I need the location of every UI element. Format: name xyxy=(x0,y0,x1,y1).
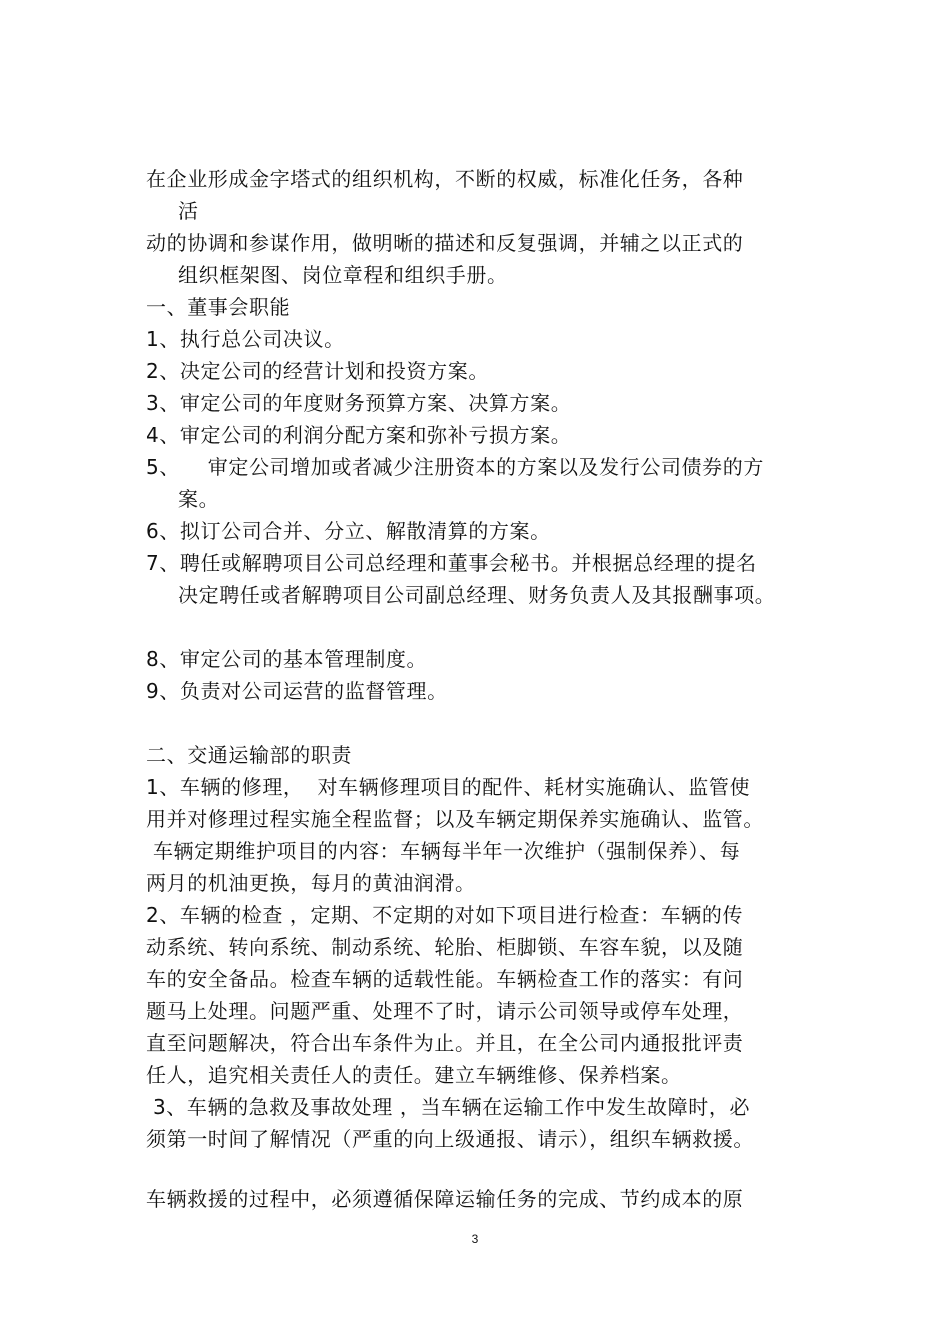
text-line: 2、车辆的检查 ，定期、不定期的对如下项目进行检查：车辆的传 xyxy=(146,903,744,927)
list-item: 9、负责对公司运营的监督管理。 xyxy=(146,679,448,703)
text-line: 车辆定期维护项目的内容：车辆每半年一次维护（强制保养）、每 xyxy=(146,839,741,863)
text-line: 车辆救援的过程中，必须遵循保障运输任务的完成、节约成本的原 xyxy=(146,1187,744,1211)
text-line: 在企业形成金字塔式的组织机构，不断的权威，标准化任务，各种 xyxy=(146,167,744,191)
text-line: 活 xyxy=(178,199,199,223)
section-heading: 二、交通运输部的职责 xyxy=(146,743,352,767)
text-line: 用并对修理过程实施全程监督；以及车辆定期保养实施确认、监管。 xyxy=(146,807,764,831)
list-item: 5、 审定公司增加或者减少注册资本的方案以及发行公司债券的方 xyxy=(146,455,764,479)
text-line: 车的安全备品。检查车辆的适载性能。车辆检查工作的落实：有问 xyxy=(146,967,744,991)
list-item: 7、聘任或解聘项目公司总经理和董事会秘书。并根据总经理的提名 xyxy=(146,551,757,575)
text-line: 3、车辆的急救及事故处理 ，当车辆在运输工作中发生故障时，必 xyxy=(146,1095,751,1119)
list-item: 2、决定公司的经营计划和投资方案。 xyxy=(146,359,489,383)
text-line: 组织框架图、岗位章程和组织手册。 xyxy=(178,263,508,287)
list-item: 1、执行总公司决议。 xyxy=(146,327,345,351)
text-line: 须第一时间了解情况（严重的向上级通报、请示），组织车辆救援。 xyxy=(146,1127,754,1151)
text-line: 1、车辆的修理， 对车辆修理项目的配件、耗材实施确认、监管使 xyxy=(146,775,751,799)
list-item: 3、审定公司的年度财务预算方案、决算方案。 xyxy=(146,391,572,415)
list-item-continuation: 案。 xyxy=(178,487,220,511)
text-line: 题马上处理。问题严重、处理不了时，请示公司领导或停车处理， xyxy=(146,999,744,1023)
text-line: 任人，追究相关责任人的责任。建立车辆维修、保养档案。 xyxy=(146,1063,682,1087)
text-line: 直至问题解决，符合出车条件为止。并且，在全公司内通报批评责 xyxy=(146,1031,744,1055)
text-line: 动系统、转向系统、制动系统、轮胎、柜脚锁、车容车貌，以及随 xyxy=(146,935,744,959)
text-line: 两月的机油更换，每月的黄油润滑。 xyxy=(146,871,476,895)
list-item: 4、审定公司的利润分配方案和弥补亏损方案。 xyxy=(146,423,572,447)
list-item: 6、拟订公司合并、分立、解散清算的方案。 xyxy=(146,519,551,543)
page-number: 3 xyxy=(471,1232,479,1246)
text-line: 动的协调和参谋作用，做明晰的描述和反复强调，并辅之以正式的 xyxy=(146,231,744,255)
list-item-continuation: 决定聘任或者解聘项目公司副总经理、财务负责人及其报酬事项。 xyxy=(178,583,776,607)
list-item: 8、审定公司的基本管理制度。 xyxy=(146,647,428,671)
section-heading: 一、董事会职能 xyxy=(146,295,291,319)
